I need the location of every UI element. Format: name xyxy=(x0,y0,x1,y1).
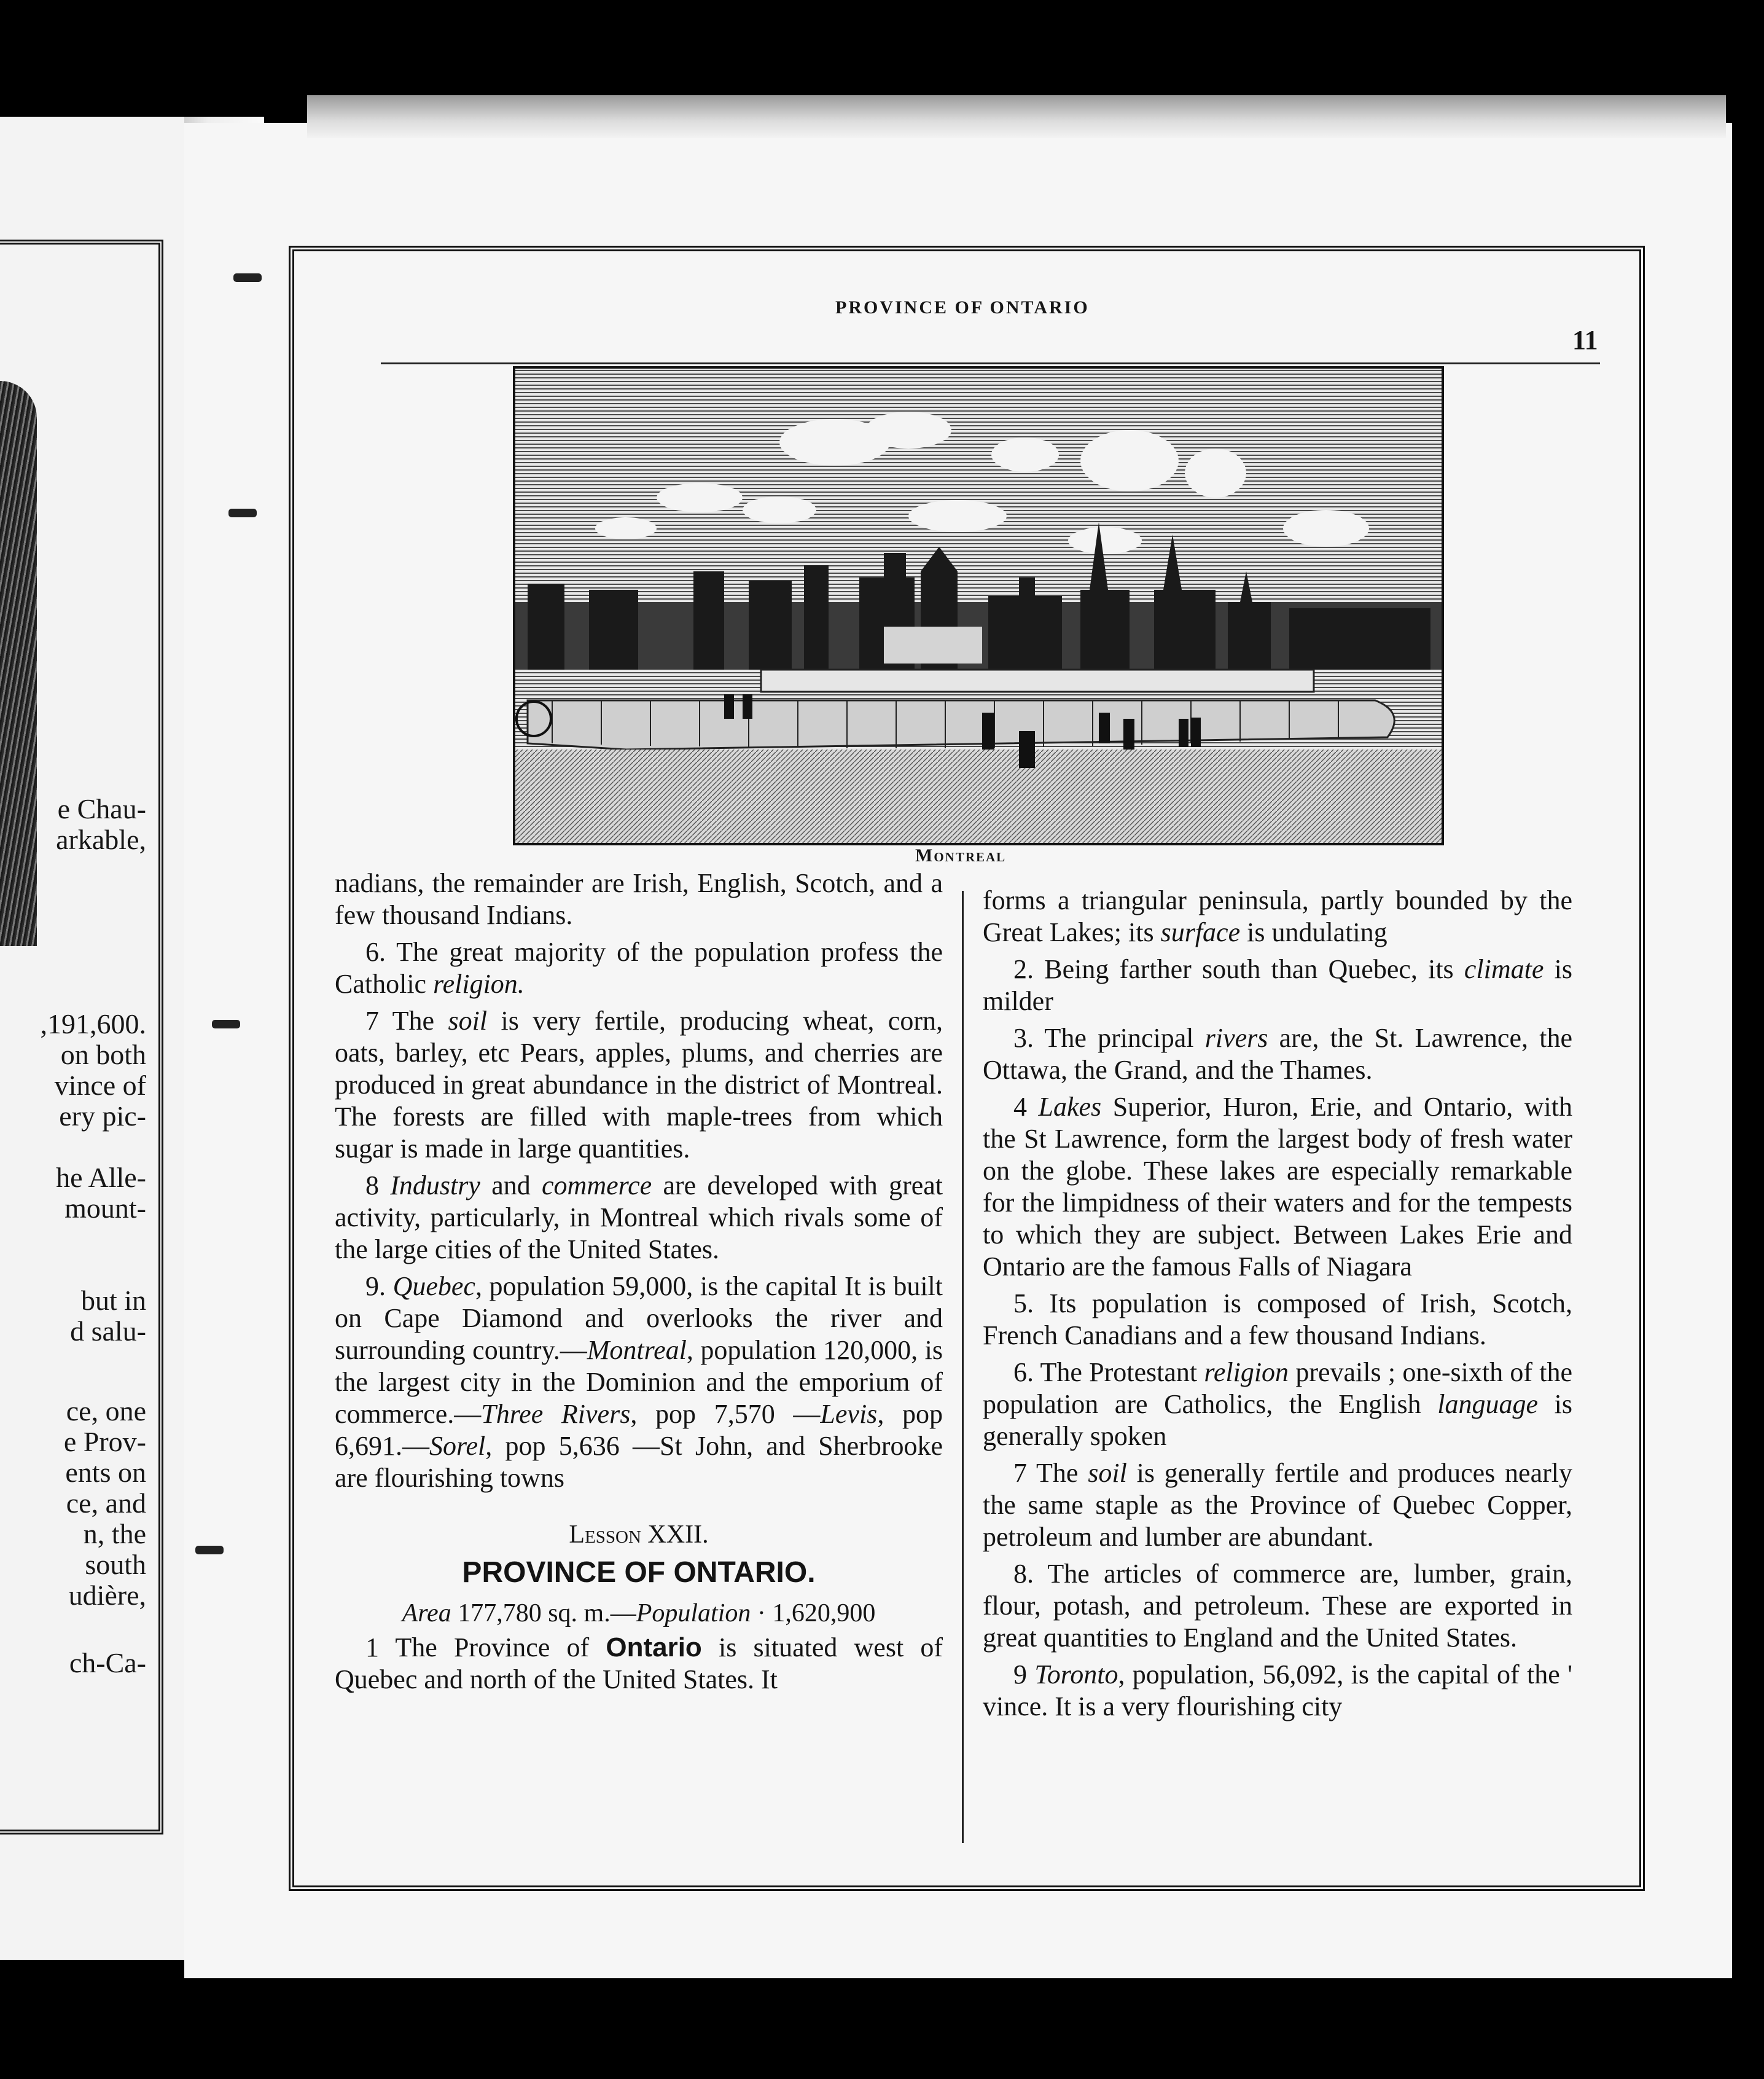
left-page-fragment: south xyxy=(85,1549,146,1580)
paragraph: 8. The articles of commerce are, lumber, grain, flour, potash, and petroleum. These are exported in great quantities to England and the United States. xyxy=(983,1559,1572,1653)
left-page-fragment: ents on xyxy=(65,1457,146,1488)
left-page-engraving xyxy=(0,381,37,946)
paragraph: 4 Lakes Superior, Huron, Erie, and Ontario, with the St Lawrence, form the largest body of fresh water on the globe. These lakes are especially remarkable for the limpidness of their waters and for the tempests to which they are subject. Between Lakes Erie and Ontario are the famous Falls of Niagara xyxy=(983,1092,1573,1282)
left-page-fragment: d salu- xyxy=(70,1315,146,1347)
paragraph: 2. Being farther south than Quebec, its climate is milder xyxy=(983,954,1572,1016)
left-page-fragment: n, the xyxy=(83,1518,146,1549)
binding-stitch xyxy=(233,273,262,282)
paragraph: nadians, the remainder are Irish, English, Scotch, and a few thousand Indians. xyxy=(335,868,943,930)
paragraph: 7 The soil is generally fertile and produces nearly the same staple as the Province of Quebec Copper, petroleum and lumber are abundant. xyxy=(983,1458,1572,1552)
figure-caption: Montreal xyxy=(915,845,1007,866)
paragraph: 9. Quebec, population 59,000, is the capital It is built on Cape Diamond and overlooks the river and surrounding country.—Montreal, population 120,000, is the largest city in the Dominion and the emporium of commerce.—Three Rivers, pop 7,570 —Levis, pop 6,691.—Sorel, pop 5,636 —St John, and Sherbrooke are flourishing towns xyxy=(335,1271,943,1493)
binding-stitch xyxy=(212,1020,240,1028)
binding-stitch xyxy=(195,1546,224,1554)
paragraph: 8 Industry and commerce are developed with great activity, particularly, in Montreal which rivals some of the large cities of the United States. xyxy=(335,1170,943,1264)
binding-stitch xyxy=(228,509,257,517)
left-page-fragment: ce, one xyxy=(66,1395,146,1427)
left-page-fragment: udière, xyxy=(68,1580,146,1611)
lesson-heading: Lesson XXII. xyxy=(569,1521,709,1549)
page-number: 11 xyxy=(1572,325,1598,355)
left-page-fragment: e Prov- xyxy=(63,1426,146,1457)
paragraph: 1 The Province of Ontario is situated west of Quebec and north of the United States. It xyxy=(335,1632,943,1694)
left-column xyxy=(335,867,943,1701)
montreal-engraving xyxy=(513,366,1444,845)
running-title: PROVINCE OF ONTARIO xyxy=(835,297,1090,318)
page-top-edge xyxy=(307,95,1726,138)
paragraph: 5. Its population is composed of Irish, Scotch, French Canadians and a few thousand Indians. xyxy=(983,1288,1572,1350)
column-divider xyxy=(962,891,964,1843)
left-page-fragment: arkable, xyxy=(56,824,146,855)
area-population-line: Area 177,780 sq. m.—Population · 1,620,900 xyxy=(402,1599,876,1627)
left-page-fragment: ,191,600. xyxy=(40,1008,146,1040)
left-page-fragment: on both xyxy=(60,1039,146,1070)
left-page-fragment: ce, and xyxy=(66,1487,146,1519)
right-column xyxy=(983,885,1572,1728)
left-page-fragment: but in xyxy=(80,1285,146,1316)
left-page-fragment: vince of xyxy=(54,1070,146,1101)
header-rule xyxy=(381,362,1600,364)
paragraph: 7 The soil is very fertile, producing wheat, corn, oats, barley, etc Pears, apples, plums, and cherries are produced in great abundance in the district of Montreal. The forests are filled with maple-trees from which sugar is made in large quantities. xyxy=(335,1006,943,1164)
paragraph: 6. The great majority of the population profess the Catholic religion. xyxy=(335,937,943,999)
paragraph: forms a triangular peninsula, partly bounded by the Great Lakes; its surface is undulating xyxy=(983,885,1572,947)
paragraph: 3. The principal rivers are, the St. Lawrence, the Ottawa, the Grand, and the Thames. xyxy=(983,1023,1572,1085)
left-page-fragment: ery pic- xyxy=(59,1100,146,1132)
paragraph: 9 Toronto, population, 56,092, is the capital of the ' vince. It is a very flourishing city xyxy=(983,1659,1572,1721)
left-page-fragment: mount- xyxy=(64,1192,146,1224)
paragraph: 6. The Protestant religion prevails ; one-sixth of the population are Catholics, the English language is generally spoken xyxy=(983,1357,1572,1451)
left-page-fragment: ch-Ca- xyxy=(69,1647,146,1678)
left-page-fragment: e Chau- xyxy=(57,793,146,824)
section-title: PROVINCE OF ONTARIO. xyxy=(462,1556,816,1589)
left-page-fragment: he Alle- xyxy=(56,1162,146,1193)
